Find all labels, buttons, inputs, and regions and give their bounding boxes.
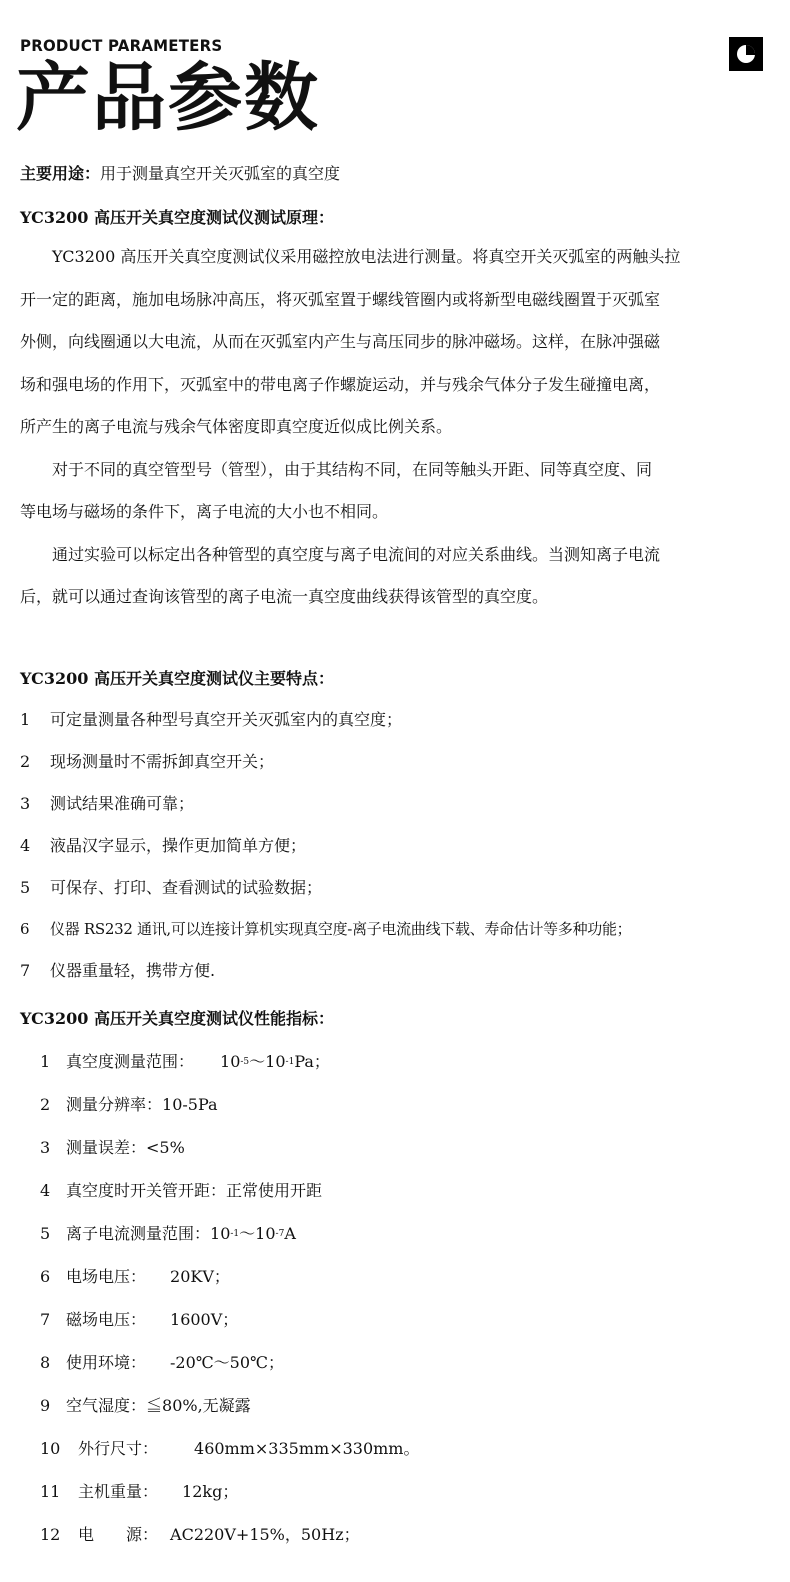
product-parameters-heading: 产品参数 <box>16 55 320 141</box>
spec-item: 10 外行尺寸： 460mm×335mm×330mm。 <box>40 1439 420 1458</box>
feature-item: 7 仪器重量轻，携带方便. <box>20 961 216 980</box>
principle-paragraph-line: 场和强电场的作用下，灭弧室中的带电离子作螺旋运动，并与残余气体分子发生碰撞电离， <box>20 375 661 394</box>
spec-item: 3 测量误差：<5% <box>40 1138 185 1157</box>
spec-item: 7 磁场电压： 1600V； <box>40 1310 239 1329</box>
spec-item: 6 电场电压： 20KV； <box>40 1267 230 1286</box>
usage-label: 主要用途： <box>20 164 101 183</box>
principle-heading: YC3200 高压开关真空度测试仪测试原理： <box>20 208 334 227</box>
principle-paragraph-line: 所产生的离子电流与残余气体密度即真空度近似成比例关系。 <box>20 417 453 436</box>
principle-paragraph-line: 后，就可以通过查询该管型的离子电流一真空度曲线获得该管型的真空度。 <box>20 587 549 606</box>
logo <box>729 37 763 71</box>
feature-item: 3 测试结果准确可靠； <box>20 794 195 813</box>
spec-item: 12 电 源： AC220V+15%，50Hz； <box>40 1525 360 1544</box>
principle-paragraph-line: 对于不同的真空管型号（管型），由于其结构不同，在同等触头开距、同等真空度、同 <box>52 460 653 479</box>
principle-paragraph-line: 外侧，向线圈通以大电流，从而在灭弧室内产生与高压同步的脉冲磁场。这样，在脉冲强磁 <box>20 332 661 351</box>
spec-item: 8 使用环境： -20℃～50℃； <box>40 1353 284 1372</box>
principle-paragraph-line: YC3200 高压开关真空度测试仪采用磁控放电法进行测量。将真空开关灭弧室的两触头拉 <box>52 247 681 266</box>
spec-item: 9 空气湿度：≦80%,无凝露 <box>40 1396 251 1415</box>
spec-item: 11 主机重量： 12kg； <box>40 1482 239 1501</box>
usage-line <box>20 163 340 185</box>
feature-item: 5 可保存、打印、查看测试的试验数据； <box>20 878 323 897</box>
feature-item: 4 液晶汉字显示，操作更加简单方便； <box>20 836 307 855</box>
principle-paragraph-line: 开一定的距离，施加电场脉冲高压，将灭弧室置于螺线管圈内或将新型电磁线圈置于灭弧室 <box>20 290 661 309</box>
spec-item: 4 真空度时开关管开距：正常使用开距 <box>40 1181 323 1200</box>
principle-paragraph-line: 等电场与磁场的条件下，离子电流的大小也不相同。 <box>20 502 389 521</box>
pie-chart-icon <box>735 43 757 65</box>
feature-item: 1 可定量测量各种型号真空开关灭弧室内的真空度； <box>20 710 403 729</box>
spec-item: 1 真空度测量范围： $10^{-5}\sim 10^{-1}Pa$； <box>40 1052 330 1071</box>
usage-text: 用于测量真空开关灭弧室的真空度 <box>100 164 341 183</box>
product-parameters-title: PRODUCT PARAMETERS <box>20 36 223 56</box>
principle-paragraph-line: 通过实验可以标定出各种管型的真空度与离子电流间的对应关系曲线。当测知离子电流 <box>52 545 661 564</box>
features-heading: YC3200 高压开关真空度测试仪主要特点： <box>20 669 334 688</box>
feature-item: 2 现场测量时不需拆卸真空开关； <box>20 752 275 771</box>
feature-item: 6 仪器 RS232 通讯,可以连接计算机实现真空度-离子电流曲线下载、寿命估计等多种功能； <box>20 920 632 938</box>
spec-item: 5 离子电流测量范围：$10^{-1}\sim 10^{-7}A$ <box>40 1224 296 1243</box>
spec-item: 2 测量分辨率：10-5Pa <box>40 1095 218 1114</box>
specs-heading: YC3200 高压开关真空度测试仪性能指标： <box>20 1009 334 1028</box>
